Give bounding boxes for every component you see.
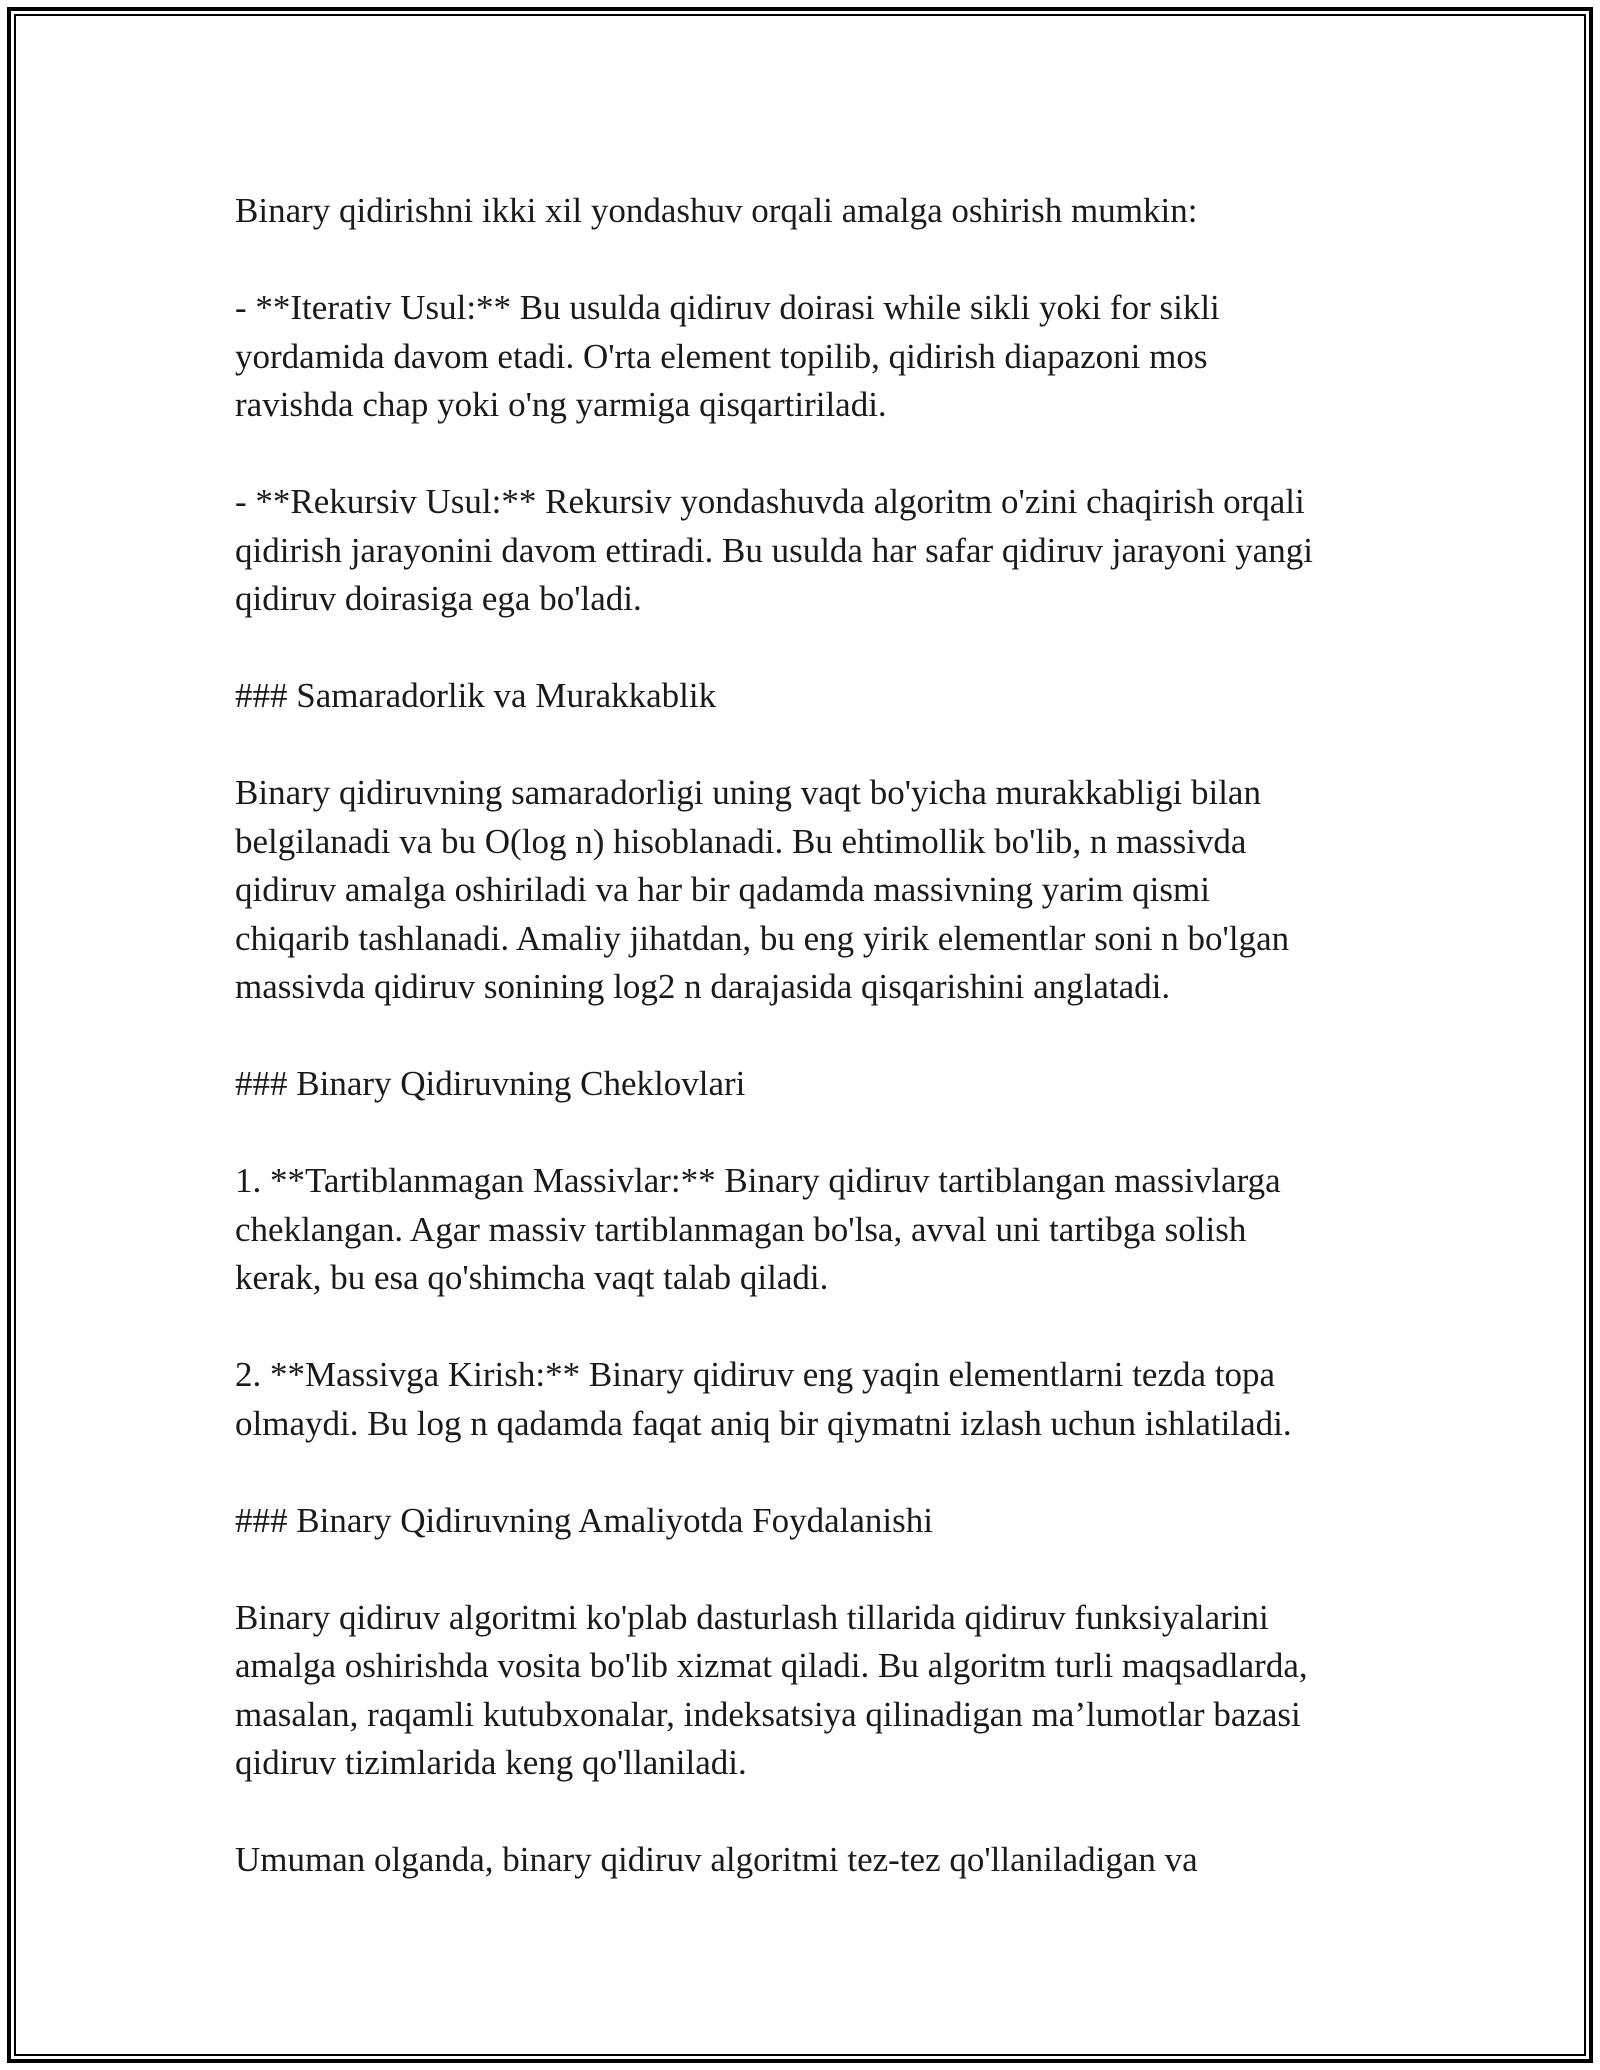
text-line: olmaydi. Bu log n qadamda faqat aniq bir qiymatni izlash uchun ishlatiladi. [235, 1403, 1292, 1443]
text-line: masalan, raqamli kutubxonalar, indeksatsiya qilinadigan ma’lumotlar bazasi [235, 1694, 1301, 1734]
text-line: ### Binary Qidiruvning Cheklovlari [235, 1064, 746, 1103]
section-heading [235, 672, 1385, 721]
text-line: kerak, bu esa qo'shimcha vaqt talab qiladi. [235, 1258, 829, 1297]
list-item [235, 284, 1385, 430]
text-line: massivda qidiruv sonining log2 n darajasida qisqarishini anglatadi. [235, 967, 1171, 1006]
section-heading [235, 1497, 1385, 1546]
text-line: Binary qidirishni ikki xil yondashuv orqali amalga oshirish mumkin: [235, 191, 1198, 230]
text-line: 2. **Massivga Kirish:** Binary qidiruv eng yaqin elementlarni tezda topa [235, 1355, 1276, 1394]
document-body [235, 187, 1385, 1933]
text-line: chiqarib tashlanadi. Amaliy jihatdan, bu eng yirik elementlar soni n bo'lgan [235, 918, 1290, 958]
section-heading [235, 1060, 1385, 1109]
paragraph [235, 1836, 1385, 1885]
text-line: ### Binary Qidiruvning Amaliyotda Foydalanishi [235, 1500, 934, 1540]
text-line: Binary qidiruv algoritmi ko'plab dasturlash tillarida qidiruv funksiyalarini [235, 1597, 1269, 1637]
text-line: amalga oshirishda vosita bo'lib xizmat qiladi. Bu algoritm turli maqsadlarda, [235, 1646, 1308, 1685]
text-line: - **Iterativ Usul:** Bu usulda qidiruv doirasi while sikli yoki for sikli [235, 288, 1220, 327]
text-line: ravishda chap yoki o'ng yarmiga qisqartiriladi. [235, 385, 887, 424]
text-line: qidiruv tizimlarida keng qo'llaniladi. [235, 1743, 747, 1782]
text-line: yordamida davom etadi. O'rta element topilib, qidirish diapazoni mos [235, 336, 1208, 376]
text-line: qidiruv amalga oshiriladi va har bir qadamda massivning yarim qismi [235, 870, 1210, 909]
list-item [235, 478, 1385, 624]
text-line: - **Rekursiv Usul:** Rekursiv yondashuvda algoritm o'zini chaqirish orqali [235, 482, 1305, 521]
paragraph [235, 769, 1385, 1012]
text-line: 1. **Tartiblanmagan Massivlar:** Binary qidiruv tartiblangan massivlarga [235, 1161, 1281, 1200]
list-item [235, 1157, 1385, 1303]
list-item [235, 1351, 1385, 1448]
text-line: belgilanadi va bu O(log n) hisoblanadi. Bu ehtimollik bo'lib, n massivda [235, 821, 1247, 861]
text-line: Umuman olganda, binary qidiruv algoritmi tez-tez qo'llaniladigan va [235, 1840, 1198, 1879]
text-line: ### Samaradorlik va Murakkablik [235, 676, 717, 715]
paragraph [235, 1594, 1385, 1788]
text-line: qidirish jarayonini davom ettiradi. Bu usulda har safar qidiruv jarayoni yangi [235, 530, 1313, 570]
text-line: Binary qidiruvning samaradorligi uning vaqt bo'yicha murakkabligi bilan [235, 773, 1261, 812]
text-line: cheklangan. Agar massiv tartiblanmagan bo'lsa, avval uni tartibga solish [235, 1209, 1247, 1249]
text-line: qidiruv doirasiga ega bo'ladi. [235, 579, 642, 618]
paragraph [235, 187, 1385, 236]
